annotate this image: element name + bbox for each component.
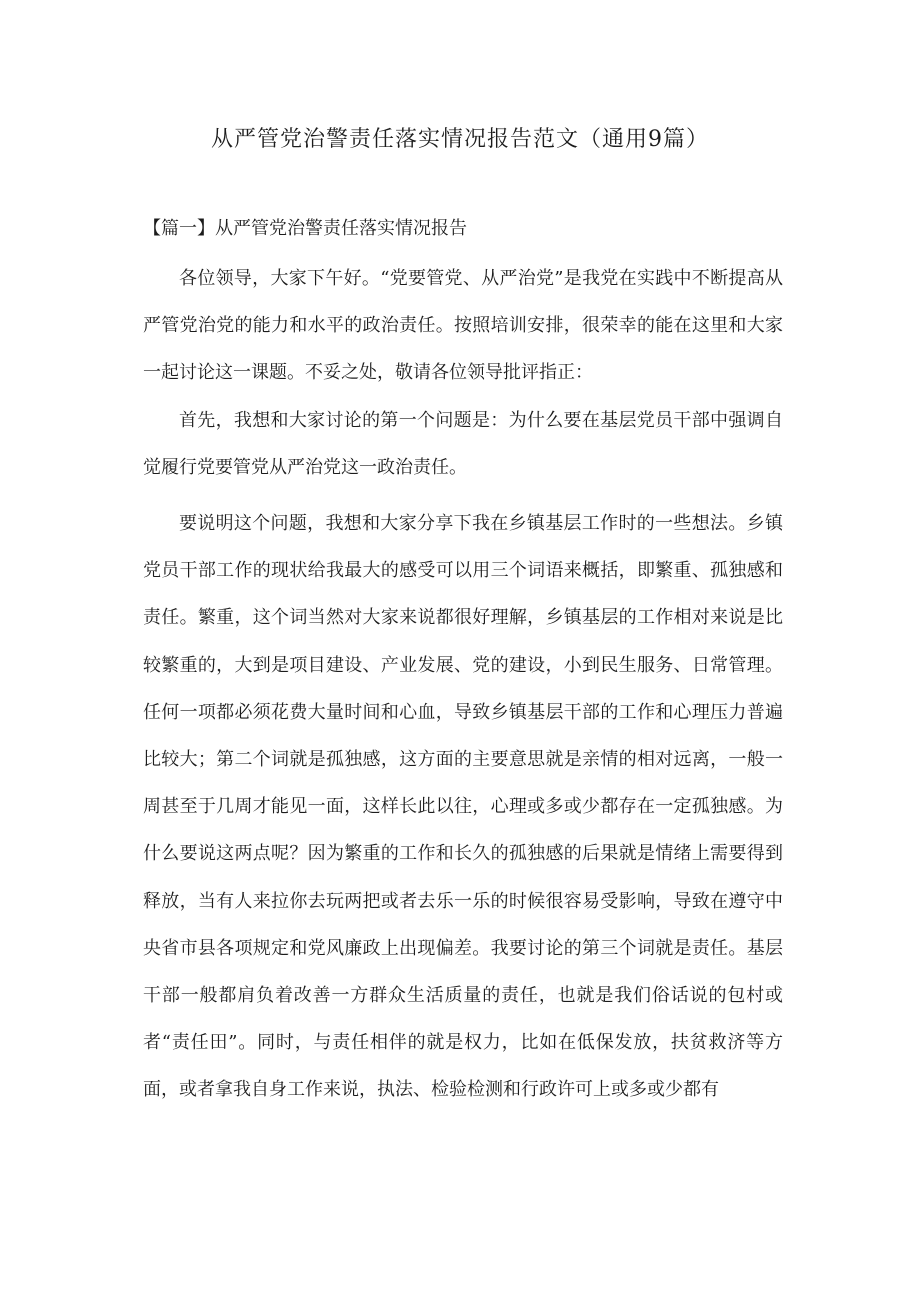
document-title: 从严管党治警责任落实情况报告范文（通用9篇） bbox=[211, 127, 709, 152]
paragraph-3: 要说明这个问题，我想和大家分享下我在乡镇基层工作时的一些想法。乡镇党员干部工作的现状给我最大的感受可以用三个词语来概括，即繁重、孤独感和责任。繁重，这个词当然对大家来说都很好理解，乡镇基层的工作相对来说是比较繁重的，大到是项目建设、产业发展、党的建设，小到民生服务、日常管理。任何一项都必须花费大量时间和心血，导致乡镇基层干部的工作和心理压力普遍比较大；第二个词就是孤独感，这方面的主要意思就是亲情的相对远离，一般一周甚至于几周才能见一面，这样长此以往，心理或多或少都存在一定孤独感。为什么要说这两点呢？因为繁重的工作和长久的孤独感的后果就是情绪上需要得到释放，当有人来拉你去玩两把或者去乐一乐的时候很容易受影响，导致在遵守中央省市县各项规定和党风廉政上出现偏差。我要讨论的第三个词就是责任。基层干部一般都肩负着改善一方群众生活质量的责任，也就是我们俗话说的包村或者“责任田”。同时，与责任相伴的就是权力，比如在低保发放，扶贫救济等方面，或者拿我自身工作来说，执法、检验检测和行政许可上或多或少都有 bbox=[143, 513, 783, 1101]
paragraph-2: 首先，我想和大家讨论的第一个问题是：为什么要在基层党员干部中强调自觉履行党要管党从严治党这一政治责任。 bbox=[143, 410, 783, 479]
paragraph-1: 各位领导，大家下午好。“党要管党、从严治党”是我党在实践中不断提高从严管党治党的能力和水平的政治责任。按照培训安排，很荣幸的能在这里和大家一起讨论这一课题。不妥之处，敬请各位领导批评指正： bbox=[143, 268, 783, 384]
section-heading: 【篇一】从严管党治警责任落实情况报告 bbox=[143, 218, 467, 239]
